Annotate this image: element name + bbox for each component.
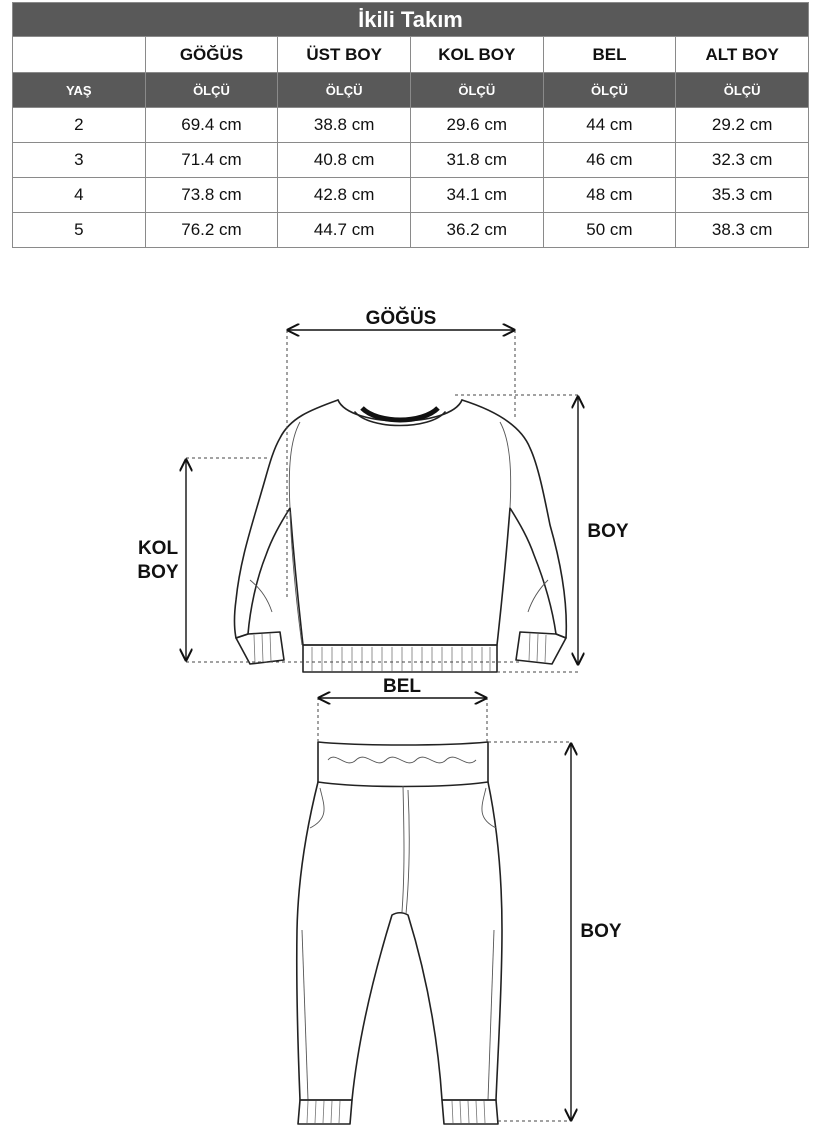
chest-label: GÖĞÜS [365, 308, 437, 329]
table-cell: 34.1 cm [410, 178, 543, 213]
table-cell: 44 cm [543, 108, 676, 143]
table-cell: 29.6 cm [410, 108, 543, 143]
header-cell: KOL BOY [410, 37, 543, 73]
header-cell: ÜST BOY [278, 37, 411, 73]
pants-length-label: BOY [580, 921, 622, 942]
subheader-cell: ÖLÇÜ [676, 73, 809, 108]
table-cell: 32.3 cm [676, 143, 809, 178]
pants-drawing [297, 742, 502, 1124]
top-length-label: BOY [587, 521, 629, 542]
subheader-cell: ÖLÇÜ [145, 73, 278, 108]
table-title: İkili Takım [13, 3, 809, 37]
table-cell: 44.7 cm [278, 213, 411, 248]
table-cell: 76.2 cm [145, 213, 278, 248]
table-cell: 29.2 cm [676, 108, 809, 143]
table-cell: 3 [13, 143, 146, 178]
table-cell: 73.8 cm [145, 178, 278, 213]
waist-label: BEL [383, 676, 421, 697]
sweatshirt-drawing [235, 400, 567, 672]
sweatshirt-guides [186, 330, 578, 672]
table-cell: 31.8 cm [410, 143, 543, 178]
header-cell: ALT BOY [676, 37, 809, 73]
table-cell: 71.4 cm [145, 143, 278, 178]
table-cell: 50 cm [543, 213, 676, 248]
table-cell: 35.3 cm [676, 178, 809, 213]
table-cell: 42.8 cm [278, 178, 411, 213]
table-cell: 2 [13, 108, 146, 143]
sleeve-label-line2: BOY [137, 562, 179, 583]
sleeve-label-line1: KOL [137, 538, 179, 559]
subheader-cell: ÖLÇÜ [543, 73, 676, 108]
table-cell: 48 cm [543, 178, 676, 213]
table-cell: 69.4 cm [145, 108, 278, 143]
table-cell: 38.8 cm [278, 108, 411, 143]
subheader-cell: ÖLÇÜ [410, 73, 543, 108]
subheader-cell: ÖLÇÜ [278, 73, 411, 108]
header-cell: BEL [543, 37, 676, 73]
table-cell: 36.2 cm [410, 213, 543, 248]
table-cell: 46 cm [543, 143, 676, 178]
subheader-cell: YAŞ [13, 73, 146, 108]
table-cell: 40.8 cm [278, 143, 411, 178]
table-cell: 4 [13, 178, 146, 213]
header-cell: GÖĞÜS [145, 37, 278, 73]
table-cell: 5 [13, 213, 146, 248]
table-cell: 38.3 cm [676, 213, 809, 248]
